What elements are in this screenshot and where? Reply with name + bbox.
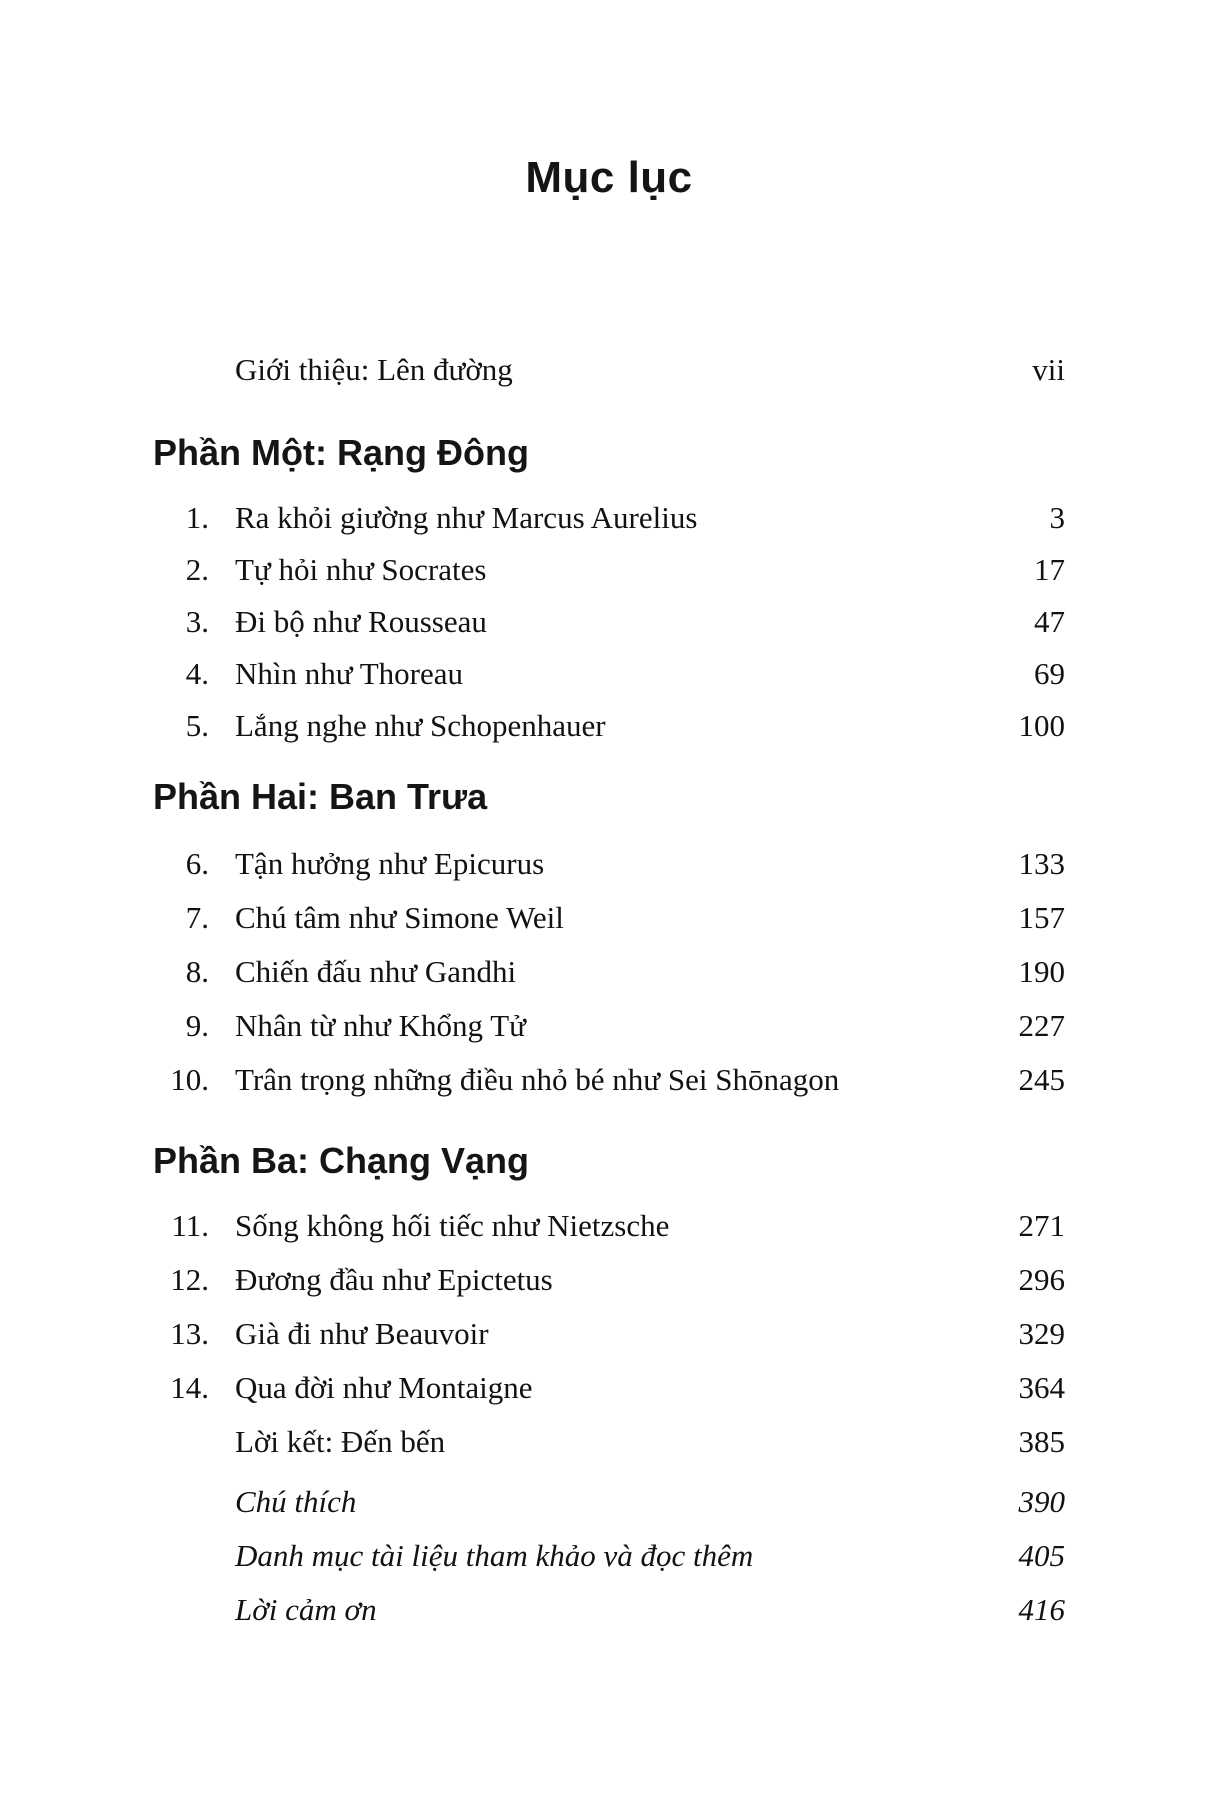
entry-title: Danh mục tài liệu tham khảo và đọc thêm <box>235 1538 754 1573</box>
entry-number: 7. <box>185 900 209 935</box>
toc-entry <box>153 1006 1065 1046</box>
section-heading: Phần Ba: Chạng Vạng <box>153 1140 530 1181</box>
entry-page: 390 <box>1018 1484 1065 1519</box>
entry-title: Chiến đấu như Gandhi <box>235 954 517 989</box>
entry-number: 13. <box>170 1316 209 1351</box>
toc-section-part-three <box>153 1138 1065 1462</box>
entry-page: 245 <box>1018 1062 1065 1097</box>
entry-number: 14. <box>170 1370 209 1405</box>
toc-entry <box>153 654 1065 694</box>
entry-title: Qua đời như Montaigne <box>235 1370 533 1405</box>
entry-number: 5. <box>185 708 209 743</box>
entry-page: 385 <box>1018 1424 1065 1459</box>
entry-number: 6. <box>185 846 209 881</box>
entry-title: Đương đầu như Epictetus <box>235 1262 553 1297</box>
entry-number: 8. <box>185 954 209 989</box>
toc-entry-acknowledgments <box>153 1590 1065 1630</box>
entry-title: Giới thiệu: Lên đường <box>235 352 513 387</box>
toc-entry-closing <box>153 1422 1065 1462</box>
entry-title: Nhìn như Thoreau <box>235 656 464 691</box>
toc-entry <box>153 1060 1065 1100</box>
entry-title: Chú tâm như Simone Weil <box>235 900 564 935</box>
entry-page: 227 <box>1018 1008 1065 1043</box>
entry-page: 3 <box>1049 500 1065 535</box>
toc-entry <box>153 1368 1065 1408</box>
toc-entry <box>153 550 1065 590</box>
entry-title: Tự hỏi như Socrates <box>235 552 487 587</box>
entry-page: 271 <box>1018 1208 1065 1243</box>
toc-section-part-two <box>153 774 1065 1100</box>
toc-section-part-one <box>153 430 1065 746</box>
toc-entry <box>153 602 1065 642</box>
entry-number: 4. <box>185 656 209 691</box>
entry-page: vii <box>1032 352 1065 387</box>
toc-entry <box>153 1314 1065 1354</box>
entry-title: Nhân từ như Khổng Tử <box>235 1008 526 1043</box>
entry-page: 133 <box>1018 846 1065 881</box>
toc-entry <box>153 706 1065 746</box>
entry-title: Sống không hối tiếc như Nietzsche <box>235 1208 670 1243</box>
entry-number: 10. <box>170 1062 209 1097</box>
entry-title: Ra khỏi giường như Marcus Aurelius <box>235 500 698 535</box>
section-heading: Phần Hai: Ban Trưa <box>153 776 488 817</box>
page-title: Mục lục <box>525 153 693 202</box>
entry-number: 11. <box>171 1208 209 1243</box>
entry-page: 157 <box>1018 900 1065 935</box>
entry-page: 69 <box>1034 656 1065 691</box>
section-heading: Phần Một: Rạng Đông <box>153 432 529 473</box>
entry-page: 17 <box>1034 552 1065 587</box>
toc-entry-notes <box>153 1482 1065 1522</box>
entry-page: 296 <box>1018 1262 1065 1297</box>
entry-page: 416 <box>1018 1592 1065 1627</box>
toc-entry-intro <box>153 350 1065 390</box>
entry-number: 9. <box>185 1008 209 1043</box>
toc-entry <box>153 898 1065 938</box>
entry-number: 12. <box>170 1262 209 1297</box>
entry-title: Già đi như Beauvoir <box>235 1316 489 1351</box>
entry-title: Đi bộ như Rousseau <box>235 604 487 639</box>
toc-backmatter <box>153 1482 1065 1630</box>
entry-title: Trân trọng những điều nhỏ bé như Sei Shōnagon <box>235 1062 840 1097</box>
entry-page: 100 <box>1018 708 1065 743</box>
toc-entry <box>153 844 1065 884</box>
toc-entry <box>153 498 1065 538</box>
entry-page: 190 <box>1018 954 1065 989</box>
entry-title: Lời cảm ơn <box>235 1592 377 1627</box>
entry-title: Lời kết: Đến bến <box>235 1424 446 1459</box>
toc-entry-bibliography <box>153 1536 1065 1576</box>
entry-title: Tận hưởng như Epicurus <box>235 846 545 881</box>
entry-page: 364 <box>1018 1370 1065 1405</box>
toc-entry <box>153 1206 1065 1246</box>
entry-title: Chú thích <box>235 1484 357 1519</box>
entry-page: 405 <box>1018 1538 1065 1573</box>
entry-page: 329 <box>1018 1316 1065 1351</box>
entry-number: 3. <box>185 604 209 639</box>
entry-title: Lắng nghe như Schopenhauer <box>235 708 606 743</box>
toc-entry <box>153 952 1065 992</box>
entry-number: 2. <box>185 552 209 587</box>
toc-entry <box>153 1260 1065 1300</box>
entry-number: 1. <box>185 500 209 535</box>
entry-page: 47 <box>1034 604 1065 639</box>
